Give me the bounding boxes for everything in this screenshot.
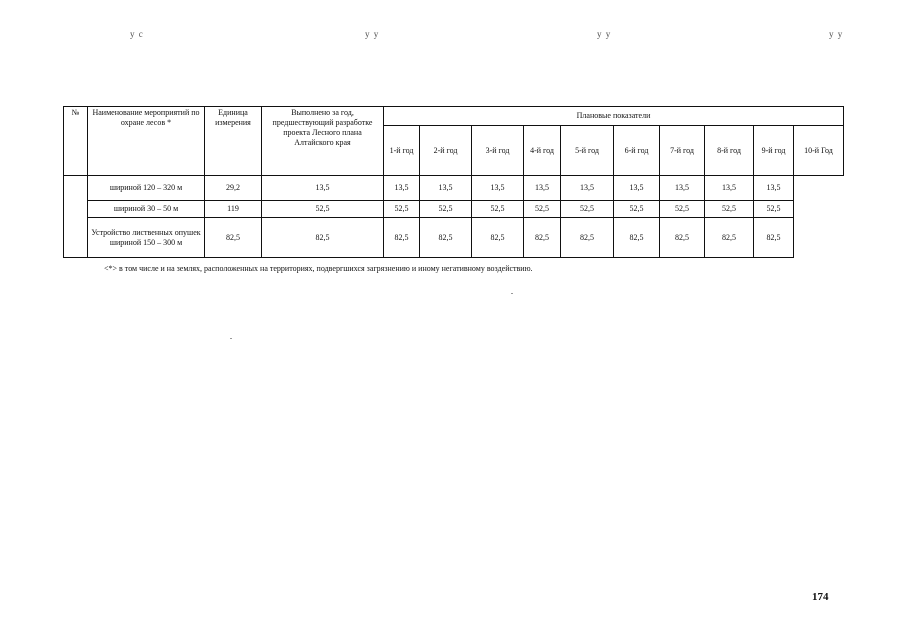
table-row xyxy=(64,201,844,218)
measure-name-cell: шириной 120 – 320 м xyxy=(88,176,205,201)
plan-value-cell: 82,5 xyxy=(614,218,660,258)
plan-value-cell: 13,5 xyxy=(754,176,794,201)
plan-value-cell: 52,5 xyxy=(754,201,794,218)
plan-value-cell: 13,5 xyxy=(561,176,614,201)
header-year-1: 1-й год xyxy=(384,126,420,176)
plan-value-cell: 52,5 xyxy=(524,201,561,218)
measure-name-cell: шириной 30 – 50 м xyxy=(88,201,205,218)
plan-value-cell: 13,5 xyxy=(660,176,705,201)
footnote: <*> в том числе и на землях, расположенных на территориях, подвергшихся загрязнению и иному негативному воздействию. xyxy=(104,264,533,273)
header-year-9: 9-й год xyxy=(754,126,794,176)
plan-value-cell: 13,5 xyxy=(524,176,561,201)
header-year-8: 8-й год xyxy=(705,126,754,176)
header-number: № xyxy=(64,107,88,176)
scan-speck xyxy=(230,338,232,339)
plan-value-cell: 82,5 xyxy=(262,218,384,258)
plan-value-cell: 82,5 xyxy=(705,218,754,258)
header-year-5: 5-й год xyxy=(561,126,614,176)
header-done-last-year: Выполнено за год, предшествующий разработке проекта Лесного плана Алтайского края xyxy=(262,107,384,176)
plan-value-cell: 82,5 xyxy=(754,218,794,258)
done-value-cell: 119 xyxy=(205,201,262,218)
plan-value-cell: 13,5 xyxy=(262,176,384,201)
plan-value-cell: 82,5 xyxy=(524,218,561,258)
plan-value-cell: 13,5 xyxy=(420,176,472,201)
plan-value-cell: 13,5 xyxy=(614,176,660,201)
header-planned-indicators: Плановые показатели xyxy=(384,107,844,126)
table-row xyxy=(64,218,844,258)
table-row xyxy=(64,176,844,201)
plan-value-cell: 52,5 xyxy=(705,201,754,218)
header-year-10: 10-й Год xyxy=(794,126,844,176)
plan-value-cell: 82,5 xyxy=(561,218,614,258)
plan-value-cell: 52,5 xyxy=(384,201,420,218)
plan-value-cell: 52,5 xyxy=(660,201,705,218)
plan-value-cell: 13,5 xyxy=(472,176,524,201)
header-unit: Единица измерения xyxy=(205,107,262,176)
plan-value-cell: 52,5 xyxy=(420,201,472,218)
header-year-7: 7-й год xyxy=(660,126,705,176)
scan-mark: у у xyxy=(365,29,380,39)
header-year-4: 4-й год xyxy=(524,126,561,176)
header-year-2: 2-й год xyxy=(420,126,472,176)
forest-protection-plan-table xyxy=(63,106,844,258)
scan-speck xyxy=(511,293,513,294)
plan-value-cell: 82,5 xyxy=(660,218,705,258)
done-value-cell: 82,5 xyxy=(205,218,262,258)
plan-value-cell: 52,5 xyxy=(262,201,384,218)
header-year-6: 6-й год xyxy=(614,126,660,176)
header-year-3: 3-й год xyxy=(472,126,524,176)
plan-value-cell: 13,5 xyxy=(384,176,420,201)
plan-value-cell: 82,5 xyxy=(384,218,420,258)
scan-mark: у у xyxy=(829,29,844,39)
plan-value-cell: 82,5 xyxy=(472,218,524,258)
row-number-cell xyxy=(64,176,88,258)
plan-value-cell: 52,5 xyxy=(561,201,614,218)
plan-value-cell: 13,5 xyxy=(705,176,754,201)
page-number: 174 xyxy=(812,591,829,603)
plan-value-cell: 52,5 xyxy=(614,201,660,218)
measure-name-cell: Устройство лиственных опушек шириной 150 – 300 м xyxy=(88,218,205,258)
header-measure-name: Наименование мероприятий по охране лесов * xyxy=(88,107,205,176)
scan-mark: у у xyxy=(597,29,612,39)
scan-mark: у с xyxy=(130,29,144,39)
done-value-cell: 29,2 xyxy=(205,176,262,201)
plan-value-cell: 52,5 xyxy=(472,201,524,218)
plan-value-cell: 82,5 xyxy=(420,218,472,258)
